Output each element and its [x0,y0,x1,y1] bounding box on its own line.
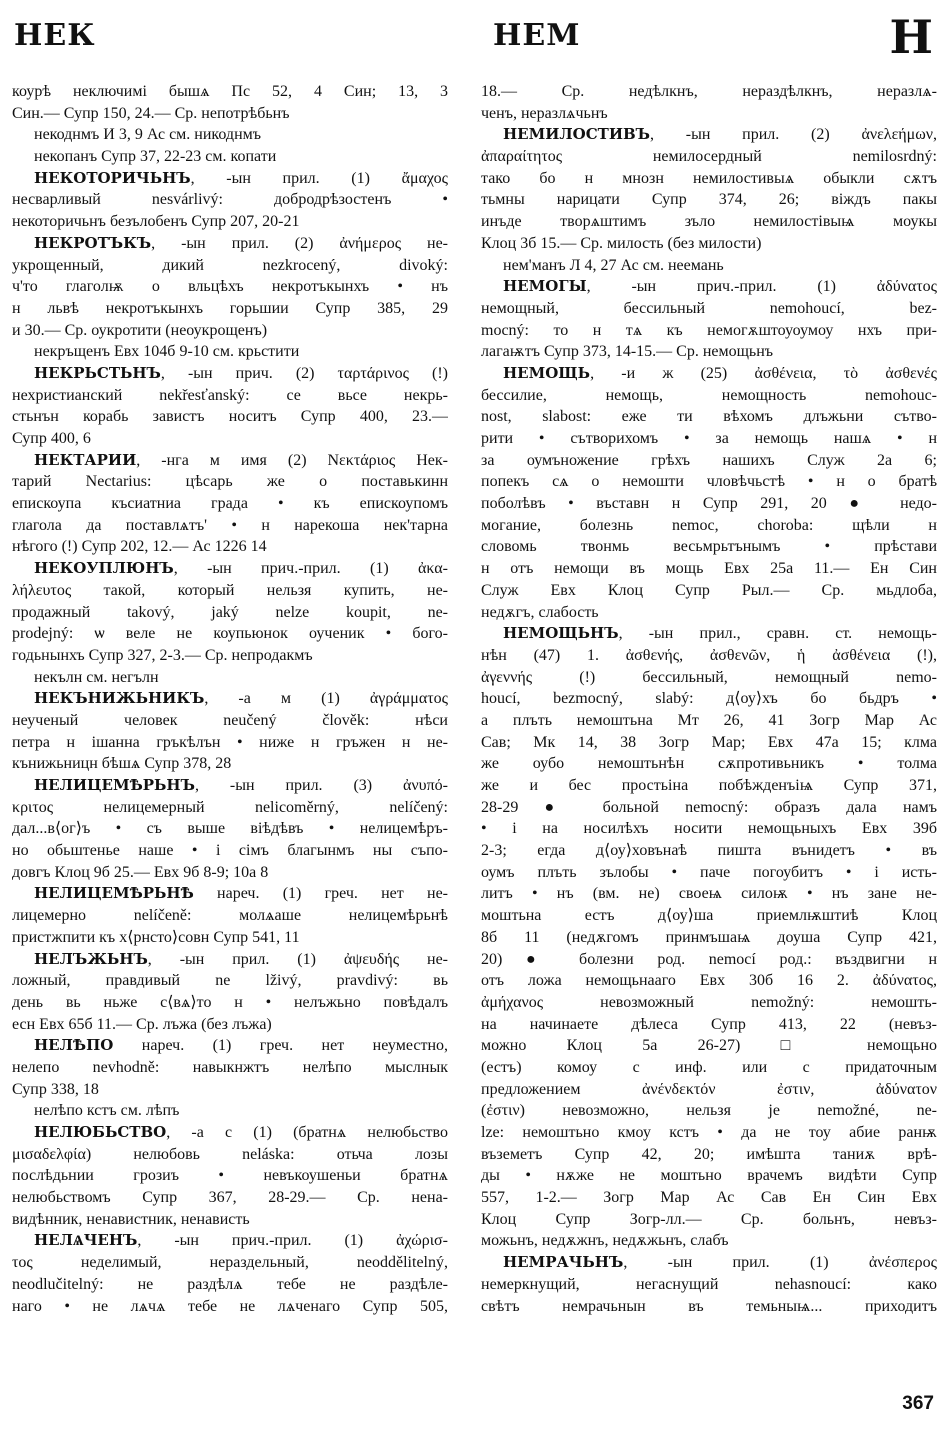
entry-line: дал...в⟨ог⟩ъ • съ выше віѣдѣвъ • нелицемѣръ- [12,820,448,838]
entry-line: н отъ немощи въ мощь Евх 25а 11.— Ен Син [481,560,937,578]
entry-line: бессилие, немощь, немощность nemohouc- [481,386,937,404]
entry-line: тарий Nectarius: цѣсарь же о поставькинн [12,473,448,491]
headword: НЕМИЛОСТИВЪ [503,125,651,144]
entry-line: Служ Евх Клоц Супр Рыл.— Ср. мьдлоба, [481,581,937,599]
entry-line: кънижьницн бѣшѧ Супр 378, 28 [12,755,232,773]
dictionary-entry [12,146,448,168]
entry-line: некръщенъ Евх 104б 9-10 см. крьстити [34,343,300,361]
headword: НЕКОУПЛЮНЪ [34,559,174,578]
entry-line: укрощенный, дикий nezkrocený, divoký: [12,256,448,274]
dictionary-entry [12,450,448,558]
entry-line: (ἐστιν) невозможно, нельзя je nemožné, ne- [481,1102,937,1120]
entry-line: годьнынхъ Супр 327, 2-3.— Ср. непродакмъ [12,646,313,664]
entry-line: houcí, bezmocný, slabý: д⟨оу⟩хъ бо бьдръ • [481,690,937,708]
entry-line: попекъ сѧ о немошти чловѣчьстѣ • н о братѣ [481,473,937,491]
dictionary-entry [481,255,937,277]
entry-line: видѣнник, ненавистник, ненависть [12,1210,250,1228]
dictionary-entry [12,168,448,233]
entry-line: нелѣпо кстъ см. лѣпъ [34,1102,180,1120]
entry-line: недѫгъ, слабость [481,603,599,621]
dictionary-entry [12,81,448,124]
entry-line: ченъ, неразлѧчьнъ [481,104,608,122]
entry-line: некоторичьнъ безълобенъ Супр 207, 20-21 [12,213,300,231]
entry-line: поболѣвъ • въставн н Супр 291, 20 ● недо- [481,495,937,513]
entry-line: Супр 400, 6 [12,430,91,447]
dictionary-entry [12,233,448,341]
entry-line: 557, 1-2.— Зогр Мар Ас Сав Ен Син Евх [481,1189,937,1207]
entry-line: есн Евх 65б 11.— Ср. лъжа (без лъжа) [12,1015,272,1033]
entry-line: нелюбьствомъ Супр 367, 28-29.— Ср. нена- [12,1189,448,1207]
headword: НЕЛѢПО [34,1036,114,1055]
entry-line: немеркнущий, негаснущий nehasnoucí: како [481,1275,937,1293]
running-head-right: НЕМ [493,18,581,53]
entry-line: стьнън корабь завистъ носитъ Супр 400, 23.— [12,408,448,426]
entry-line: НЕЛИЦЕМѢРЬНѢ нареч. (1) греч. нет не- [34,884,448,903]
entry-line: нехристианский nekřesťanský: се вьсе некрь- [12,386,448,404]
dictionary-entry [481,81,937,124]
entry-line: μισαδελφία) нелюбовь neláska: отьча лозы [12,1145,448,1163]
entry-line: довгъ Клоц 9б 25.— Евх 9б 8-9; 10а 8 [12,863,269,881]
entry-line: mocný: то н тѧ къ немогѫштоуоумоу нхъ при- [481,321,937,339]
entry-line: предложением ἀνένδεκτόν ἐστιν, ἀδύνατον [481,1080,937,1098]
entry-line: нелепо nevhodně: навыкнжтъ нелѣпо мыслнык [12,1058,448,1076]
dictionary-entry [12,667,448,689]
headword: НЕЛИЦЕМѢРЬНЪ [34,776,195,794]
entry-line: же и бес простьіна побѣжденъіѩ Супр 371, [481,777,937,794]
entry-line: 18.— Ср. недѣлкнъ, нераздѣлкнъ, неразлѧ- [481,83,937,100]
entry-line: словомь твонмь весьмрьтънымъ • прѣстави [481,538,937,556]
entry-line: Клоц Супр Зогр-лл.— Ср. больнъ, невъз- [481,1210,937,1228]
entry-line: нѣн (47) 1. ἀσθενής, ἀσθενῶν, ἡ ἀσθένεια (!), [481,646,937,664]
entry-line: НЕКЪНИЖЬНИКЪ, -а м (1) ἀγράμματος [34,689,448,708]
entry-line: некоднмъ И 3, 9 Ас см. никоднмъ [34,126,262,144]
headword: НЕМОГЫ [503,277,587,296]
headword: НЕЛѦЧЕНЪ [34,1231,138,1250]
entry-line: а плъть немоштьна Мт 26, 41 Зогр Мар Ас [481,711,937,729]
page-number: 367 [902,1393,934,1414]
entry-line: день вь ньже с⟨вѧ⟩то н • нелъжьно повѣдалъ [12,993,448,1011]
entry-line: нѣгого (!) Супр 202, 12.— Ас 1226 14 [12,538,267,556]
entry-line: тако бо н мнозн немилостивыѧ обыкли сѫтъ [481,169,937,187]
entry-line: НЕЛЪЖЬНЪ, -ын прил. (1) ἀψευδής не- [34,949,448,968]
dictionary-entry [481,124,937,254]
dictionary-entry [12,124,448,146]
entry-line: 8б 11 (недѫгомъ принмъшаѩ доуша Супр 421, [481,928,937,946]
headword: НЕЛЪЖЬНЪ [34,949,148,968]
headword: НЕМОЩЬ [503,363,591,382]
entry-line: lze: немоштьно кмоу кстъ • да не тоу абие ранѭ [481,1124,937,1141]
entry-line: НЕЛИЦЕМѢРЬНЪ, -ын прил. (3) ἀνυπό- [34,776,448,794]
entry-line: Син.— Супр 150, 24.— Ср. непотрѣбьнъ [12,104,290,122]
entry-line: оумъ плъть зълобы • паче погоубитъ • і исть- [481,863,937,881]
entry-line: НЕКТАРИИ, -нга м имя (2) Νεκτάριος Нек- [34,450,448,469]
left-column [12,81,448,1317]
dictionary-entry [481,363,937,623]
headword: НЕКТАРИИ [34,450,137,469]
dictionary-entry [12,775,448,883]
entry-line: НЕКРЬСТЬНЪ, -ын прич. (2) ταρτάρινος (!) [34,363,448,382]
entry-line: петра н ішанна гръкѣлън • ниже н гръжен н не- [12,733,448,751]
headword: НЕЛИЦЕМѢРЬНѢ [34,884,194,903]
section-letter: Н [889,10,934,64]
entry-line: ды • нѫже не моштьно врачемъ видѣти Супр [481,1167,937,1185]
entry-line: НЕЛЮБЬСТВО, -а с (1) (братнѧ нелюбьство [34,1123,448,1141]
entry-line: же оубо немоштьнѣн сѫпротивьникъ • толма [481,755,937,773]
dictionary-entry [12,1230,448,1317]
dictionary-entry [12,883,448,948]
entry-line: лицемерно nelíčeně: молѧаше нелицемѣрьнѣ [12,907,448,925]
headword: НЕКРОТЪКЪ [34,233,152,252]
entry-line: рити • сътворихомъ • за немощь нашѧ • н [481,430,937,447]
entry-line: 20) ● болезни род. nemocí род.: въздвигни н [481,950,937,968]
entry-line: отъ ложа немощьнааго Евх 30б 16 2. ἀδύνατος, [481,972,937,990]
entry-line: НЕМИЛОСТИВЪ, -ын прил. (2) ἀνελεήμων, [503,125,937,144]
entry-line: епискоупа късиатниа града • къ епискоупомъ [12,495,448,513]
entry-line: prodejný: ѡ веле не коупьюнок оученик • бого- [12,625,448,643]
headword: НЕМРАЧЬНЪ [503,1253,624,1272]
entry-line: 2-3; егда д⟨оу⟩ховънаѣ пишта вънидетъ • въ [481,842,937,860]
entry-line: неученый человек neučený člověk: нѣси [12,711,448,729]
entry-line: немощный, бессильный nemohoucí, bez- [481,299,937,317]
entry-line: за оумъножение грѣхъ нашихъ Служ 2а 6; [481,451,937,469]
entry-line: пристжпити къ х⟨рнсто⟩совн Супр 541, 11 [12,928,300,946]
headword: НЕМОЩЬНЪ [503,624,619,643]
entry-line: некопанъ Супр 37, 22-23 см. копати [34,148,277,166]
dictionary-entry [481,1252,937,1317]
entry-line: • і на носилѣхъ носити немощьныхъ Евх 39б [481,820,937,838]
dictionary-entry [12,558,448,666]
entry-line: 28-29 ● больной nemocný: образъ дала намъ [481,798,937,816]
entry-line: продажный takový, jaký nelze koupit, ne- [12,603,448,621]
entry-line: (естъ) комоу с инф. или с придаточным [481,1058,937,1076]
dictionary-entry [12,1122,448,1230]
entry-line: Супр 338, 18 [12,1080,99,1098]
right-column [481,81,937,1317]
dictionary-entry [12,1035,448,1100]
entry-line: Клоц 3б 15.— Ср. милость (без милости) [481,234,762,252]
dictionary-entry [481,623,937,1252]
dictionary-entry [12,949,448,1036]
dictionary-entry [12,1100,448,1122]
entry-line: ложный, правдивый ne lživý, pravdivý: вь [12,972,448,990]
entry-line: ἀμήχανος невозможный nemožný: немошть- [481,993,937,1011]
entry-line: можьнъ, недѫжнъ, недѫжьнъ, слабъ [481,1232,729,1250]
headword: НЕКЪНИЖЬНИКЪ [34,689,205,708]
entry-line: свѣтъ немрачьнын въ темьныѩ... приходитъ [481,1297,937,1315]
dictionary-entry [12,341,448,363]
entry-line: ἀπαραίτητος немилосердный nemilosrdný: [481,148,937,166]
entry-line: НЕЛѢПО нареч. (1) греч. нет неуместно, [34,1036,448,1055]
entry-line: НЕМОЩЬ, -и ж (25) ἀσθένεια, τὸ ἀσθενές [503,363,937,382]
entry-line: λήλευτος такой, который нельзя купить, не- [12,581,448,599]
headword: НЕКОТОРИЧЬНЪ [34,168,191,187]
entry-line: τος неделимый, нераздельный, neoddělitelný, [12,1254,448,1272]
dictionary-entry [12,363,448,450]
entry-line: можно Клоц 5а 26-27) □ немощьно [481,1037,937,1055]
entry-line: и 30.— Ср. оукротити (неоукрощенъ) [12,321,268,339]
entry-line: глагола да поставлѧтъ' • н нарекоша нек'тарна [12,516,448,534]
entry-line: НЕМРАЧЬНЪ, -ын прил. (1) ἀνέσπερος [503,1253,937,1272]
entry-line: НЕМОГЫ, -ын прич.-прил. (1) ἀδύνατος [503,277,937,296]
entry-line: н львѣ некротъкынхъ горьшии Супр 385, 29 [12,299,448,317]
entry-line: нем'манъ Л 4, 27 Ас см. неемань [503,256,724,274]
entry-line: лагаѭтъ Супр 373, 14-15.— Ср. немощьнъ [481,343,774,361]
entry-line: коурѣ неключимі бышѧ Пс 52, 4 Син; 13, 3 [12,83,448,100]
entry-line: НЕМОЩЬНЪ, -ын прил., сравн. ст. немощь- [503,624,937,643]
entry-line: κριτος нелицемерный nelicoměrný, nelíčený: [12,798,448,816]
running-head-left: НЕК [14,18,96,53]
entry-line: наго • не лѧчѧ тебе не лѧченаго Супр 505, [12,1297,448,1315]
entry-line: НЕЛѦЧЕНЪ, -ын прич.-прил. (1) ἀχώρισ- [34,1231,448,1250]
dictionary-entry [12,688,448,775]
headword: НЕЛЮБЬСТВО [34,1123,167,1141]
entry-line: НЕКОТОРИЧЬНЪ, -ын прил. (1) ἄμαχος [34,168,448,187]
entry-line: ἀγεννής (!) бессильный, немощный nemo- [481,668,937,686]
entry-line: НЕКРОТЪКЪ, -ын прил. (2) ἀνήμερος не- [34,233,448,252]
dictionary-entry [481,276,937,363]
entry-line: послѣдьнии грозиъ • невъкоушеньи братнѧ [12,1167,448,1185]
entry-line: въземетъ Супр 42, 20; имѣшта таниѫ врѣ- [481,1145,937,1163]
entry-line: ч'то глаголѭ о вльцѣхъ некротъкынхъ • нъ [12,278,448,296]
entry-line: НЕКОУПЛЮНЪ, -ын прич.-прил. (1) ἀκα- [34,559,448,578]
entry-line: моштьна естъ д⟨оу⟩ша приемлѭштиѣ Клоц [481,907,937,925]
entry-line: nost, slabost: еже ти вѣхомъ длъжьни сътво- [481,408,937,426]
entry-line: литъ • нъ (вм. не) своеѩ силоѭ • нъ зане не- [481,885,937,903]
entry-line: тьмны нарицати Супр 374, 26; віждъ пакы [481,191,937,209]
entry-line: neodlučitelný: не раздѣлѧ тебе не раздѣле- [12,1275,448,1293]
headword: НЕКРЬСТЬНЪ [34,363,161,382]
entry-line: могание, болезнь nemoc, choroba: щѣли н [481,516,937,534]
entry-line: но обьштенье наше • і сімъ благынмъ ны съпо- [12,842,448,860]
entry-line: Сав; Мк 14, 38 Зогр Мар; Евх 47а 15; клма [481,733,937,751]
entry-line: некълн см. негълн [34,668,159,686]
entry-line: инъде творѧштимъ зъло немилостівыѩ моукы [481,213,937,231]
entry-line: на начинаете дѣлеса Супр 413, 22 (невъз- [481,1015,937,1033]
entry-line: несварливый nesvárlivý: добродрѣзостенъ • [12,191,448,209]
